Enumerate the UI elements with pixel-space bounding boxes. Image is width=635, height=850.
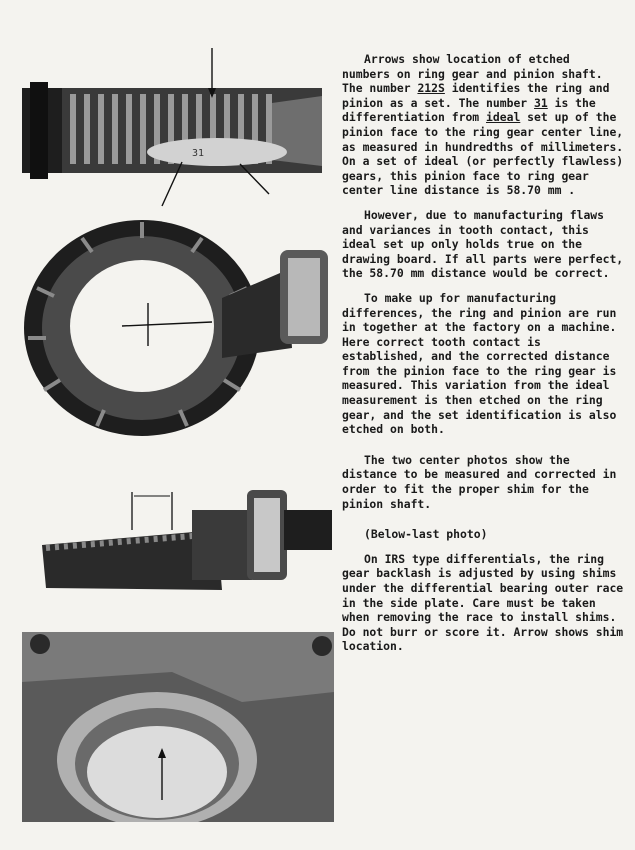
photo-pinion-shaft — [22, 48, 332, 208]
paragraph-run-in: To make up for manufacturing differences, the ring and pinion are run in together at the factory on a machine. Here correct tooth contact is established, and the corrected distance from the pinion face to the ring gear is measured. This variation from the ideal measurement is then etched on the ring gear, and the set identification is also etched on both. — [342, 290, 617, 437]
caption-heading: (Below-last photo) — [364, 527, 488, 542]
photo-ring-gear-pinion — [22, 218, 334, 450]
paragraph-irs-shims: On IRS type differentials, the ring gear backlash is adjusted by using shims under the differential bearing outer race in the side plate. Care must be taken when removing the race to install shims. Do not burr or score it. Arrow shows shim location. — [342, 551, 624, 654]
paragraph-etched-numbers: Arrows show location of etched numbers on ring gear and pinion shaft. The number 212S identifies the ring and pinion as a set. The number 31 is the differentiation from ideal set up of the pinion face to the ring gear center line, as measured in hundredths of millimeters. On a set of ideal (or perfectly flawless) gears, this pinion face to ring gear center line distance is 58.70 mm . — [342, 52, 624, 198]
paragraph-center-photos: The two center photos show the distance to be measured and corrected in order to fit the proper shim for the pinion shaft. — [342, 452, 617, 511]
photo-ring-gear-side — [22, 470, 334, 600]
text-column — [342, 52, 624, 664]
etched-number: 31 — [192, 148, 205, 159]
paragraph-manufacturing-flaws: However, due to manufacturing flaws and variances in tooth contact, this ideal set up only holds true on the drawing board. If all parts were perfect, the 58.70 mm distance would be correct. — [342, 207, 624, 281]
photo-side-plate — [22, 632, 334, 822]
